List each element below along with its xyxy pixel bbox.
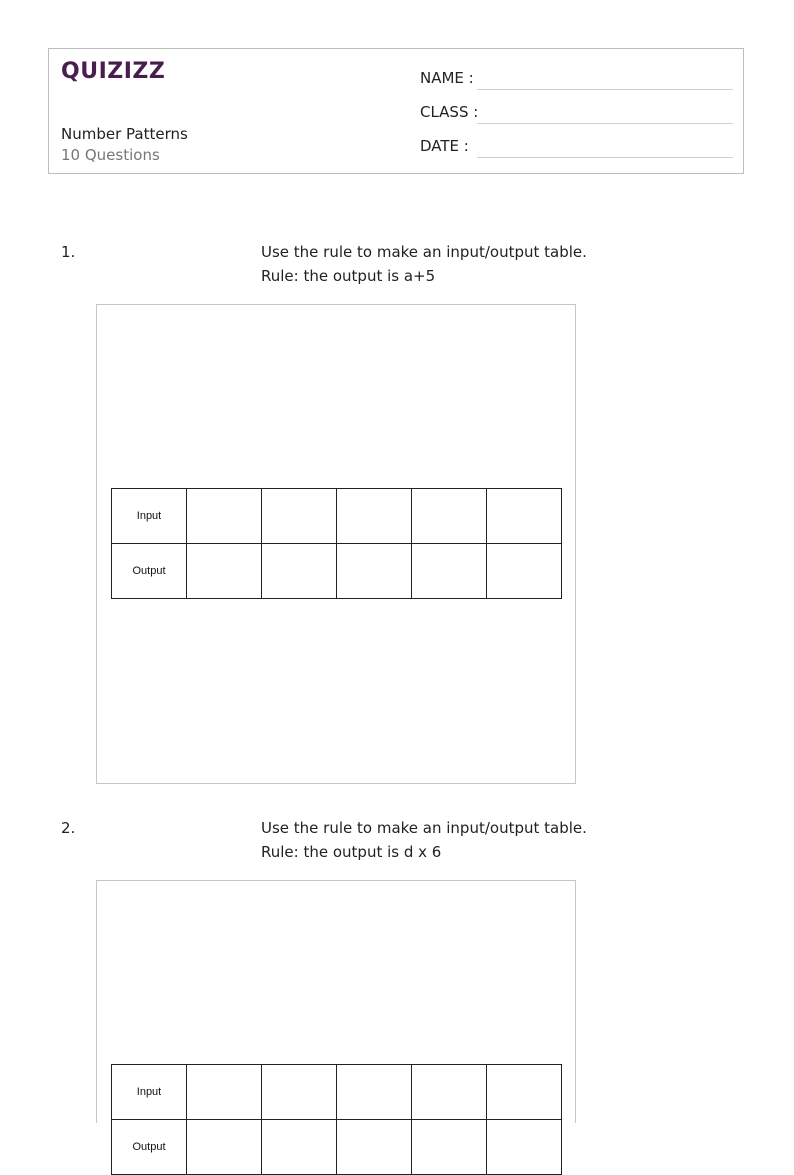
class-label: CLASS : bbox=[420, 103, 479, 121]
output-row bbox=[112, 1120, 562, 1175]
io-table bbox=[111, 488, 562, 599]
output-cell bbox=[487, 544, 562, 599]
date-label: DATE : bbox=[420, 137, 469, 155]
input-cell bbox=[262, 1065, 337, 1120]
question-1-line1: Use the rule to make an input/output table. bbox=[261, 243, 587, 261]
worksheet-title: Number Patterns bbox=[61, 125, 188, 143]
question-2-image bbox=[96, 880, 576, 1153]
question-2-line2: Rule: the output is d x 6 bbox=[261, 843, 442, 861]
input-label: Input bbox=[112, 1065, 187, 1120]
input-row bbox=[112, 1065, 562, 1120]
output-cell bbox=[262, 1120, 337, 1175]
input-cell bbox=[337, 1065, 412, 1120]
worksheet-header bbox=[48, 48, 744, 174]
question-count: 10 Questions bbox=[61, 146, 160, 164]
question-1-number: 1. bbox=[61, 243, 76, 261]
question-2-text bbox=[261, 816, 587, 864]
output-label: Output bbox=[112, 544, 187, 599]
input-cell bbox=[187, 489, 262, 544]
question-2-number: 2. bbox=[61, 819, 76, 837]
output-cell bbox=[262, 544, 337, 599]
output-cell bbox=[412, 544, 487, 599]
date-field[interactable] bbox=[477, 157, 733, 158]
input-cell bbox=[412, 489, 487, 544]
question-1-image bbox=[96, 304, 576, 784]
class-field[interactable] bbox=[477, 123, 733, 124]
output-label: Output bbox=[112, 1120, 187, 1175]
input-cell bbox=[487, 1065, 562, 1120]
input-cell bbox=[487, 489, 562, 544]
io-table bbox=[111, 1064, 562, 1175]
output-cell bbox=[337, 1120, 412, 1175]
question-1-line2: Rule: the output is a+5 bbox=[261, 267, 436, 285]
question-2-line1: Use the rule to make an input/output table. bbox=[261, 819, 587, 837]
output-cell bbox=[487, 1120, 562, 1175]
quizizz-logo: QUIZIZZ bbox=[61, 59, 166, 84]
input-label: Input bbox=[112, 489, 187, 544]
output-row bbox=[112, 544, 562, 599]
input-cell bbox=[412, 1065, 487, 1120]
output-cell bbox=[337, 544, 412, 599]
name-field[interactable] bbox=[477, 89, 733, 90]
question-1-text bbox=[261, 240, 587, 288]
output-cell bbox=[187, 1120, 262, 1175]
output-cell bbox=[412, 1120, 487, 1175]
input-cell bbox=[187, 1065, 262, 1120]
input-row bbox=[112, 489, 562, 544]
name-label: NAME : bbox=[420, 69, 474, 87]
input-cell bbox=[337, 489, 412, 544]
output-cell bbox=[187, 544, 262, 599]
input-cell bbox=[262, 489, 337, 544]
